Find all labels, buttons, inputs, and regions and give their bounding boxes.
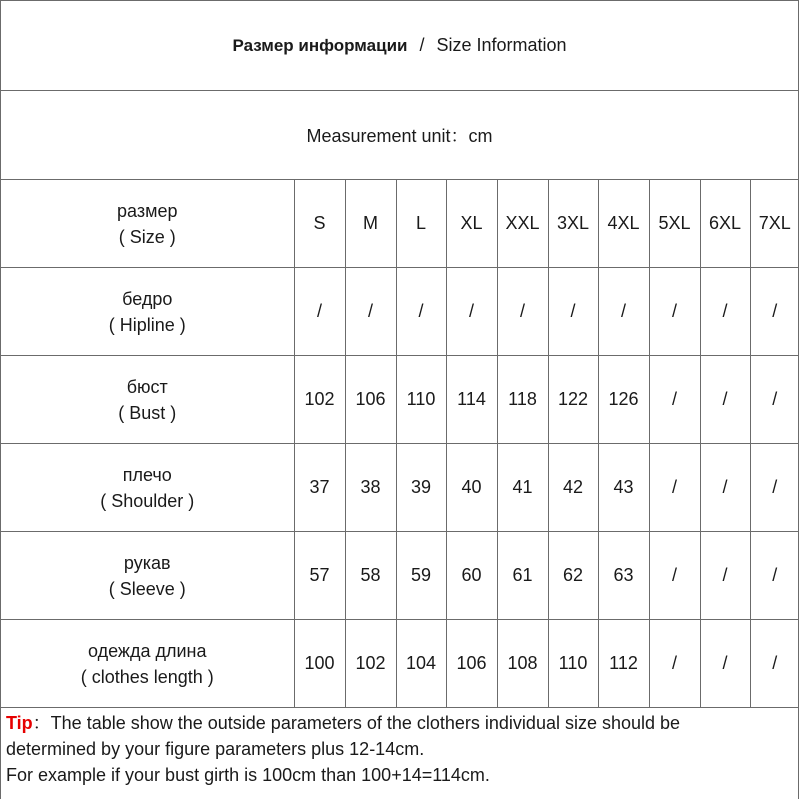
table-cell: S [294,180,345,268]
table-cell: / [497,268,548,356]
table-cell: 41 [497,444,548,532]
table-cell: / [396,268,446,356]
table-cell: 110 [548,620,598,708]
size-info-title [1,1,798,90]
table-cell: 106 [446,620,497,708]
table-cell: 6XL [700,180,750,268]
table-row [1,180,799,268]
table-cell: / [700,532,750,620]
table-cell: 102 [294,356,345,444]
table-cell: / [649,532,700,620]
table-cell: / [700,268,750,356]
row-label-russian: одежда длина [88,640,207,661]
table-row [1,532,799,620]
row-label-russian: размер [117,200,178,221]
table-cell: 39 [396,444,446,532]
table-cell: L [396,180,446,268]
table-cell: / [649,356,700,444]
table-cell: 102 [345,620,396,708]
row-label-cell [1,532,294,620]
table-cell: XXL [497,180,548,268]
row-label-english: ( clothes length ) [80,666,214,687]
table-cell: / [548,268,598,356]
table-cell: / [700,444,750,532]
table-row [1,356,799,444]
table-cell: 62 [548,532,598,620]
table-cell: 43 [598,444,649,532]
row-label-cell [1,620,294,708]
table-cell: 59 [396,532,446,620]
table-cell: 106 [345,356,396,444]
tip-line-2: determined by your figure parameters plus 12-14cm. [6,739,425,759]
table-cell: / [649,444,700,532]
table-cell: 114 [446,356,497,444]
table-cell: 38 [345,444,396,532]
table-cell: 63 [598,532,649,620]
table-cell: 122 [548,356,598,444]
table-cell: / [649,620,700,708]
table-cell: 58 [345,532,396,620]
table-cell: 57 [294,532,345,620]
row-label-cell [1,268,294,356]
row-label-russian: бюст [126,376,168,397]
row-label-english: ( Size ) [118,226,176,247]
table-cell: / [750,620,799,708]
row-label-russian: плечо [122,464,172,485]
row-label-english: ( Shoulder ) [100,490,195,511]
table-cell: / [750,356,799,444]
table-cell: 4XL [598,180,649,268]
table-cell: 126 [598,356,649,444]
table-cell: 104 [396,620,446,708]
table-row [1,268,799,356]
table-cell: 100 [294,620,345,708]
table-row [1,444,799,532]
table-cell: / [446,268,497,356]
table-cell: 37 [294,444,345,532]
table-cell: 60 [446,532,497,620]
table-cell: / [294,268,345,356]
tip-line-3: For example if your bust girth is 100cm than 100+14=114cm. [6,765,490,785]
table-cell: 110 [396,356,446,444]
table-cell: 3XL [548,180,598,268]
row-label-cell [1,356,294,444]
table-cell: XL [446,180,497,268]
title-separator: / [419,35,425,55]
tip-text-1: ：The table show the outside parameters of the clothers individual size should be [32,713,681,733]
title-english: Size Information [436,35,567,55]
measurement-unit-line: Measurement unit：cm [306,126,493,146]
table-cell: / [345,268,396,356]
table-cell: / [700,356,750,444]
table-cell: / [750,444,799,532]
row-label-english: ( Bust ) [118,402,177,423]
table-cell: 108 [497,620,548,708]
row-label-english: ( Hipline ) [108,314,186,335]
row-label-english: ( Sleeve ) [108,578,186,599]
table-cell: / [750,532,799,620]
table-cell: 61 [497,532,548,620]
table-cell: 112 [598,620,649,708]
row-label-cell [1,180,294,268]
table-cell: / [700,620,750,708]
table-cell: 40 [446,444,497,532]
row-label-russian: бедро [122,288,173,309]
table-cell: 42 [548,444,598,532]
tip-note [6,710,796,788]
table-cell: / [750,268,799,356]
row-label-cell [1,444,294,532]
title-russian: Размер информации [232,35,408,55]
size-table [1,179,799,708]
table-cell: / [649,268,700,356]
table-cell: M [345,180,396,268]
tip-line-1 [6,710,796,736]
tip-label: Tip [6,713,33,733]
table-cell: / [598,268,649,356]
table-cell: 5XL [649,180,700,268]
table-cell: 118 [497,356,548,444]
table-cell: 7XL [750,180,799,268]
table-row [1,620,799,708]
row-label-russian: рукав [123,552,171,573]
